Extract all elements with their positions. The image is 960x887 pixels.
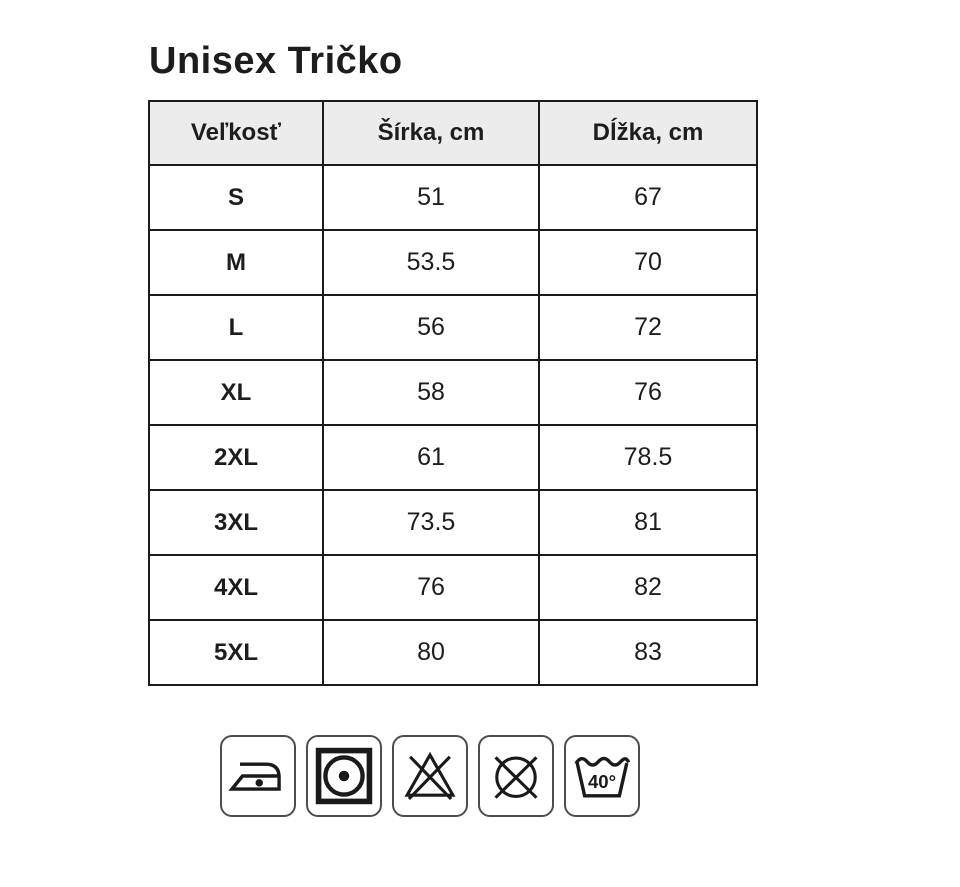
table-row	[149, 555, 757, 620]
table-row	[149, 620, 757, 685]
length-cell: 76	[539, 360, 757, 425]
table-row	[149, 490, 757, 555]
care-icon-box	[478, 735, 554, 817]
size-cell: 4XL	[149, 555, 323, 620]
size-cell: 2XL	[149, 425, 323, 490]
do-not-dry-clean-icon	[485, 744, 547, 808]
length-cell: 83	[539, 620, 757, 685]
size-cell: 5XL	[149, 620, 323, 685]
width-cell: 73.5	[323, 490, 539, 555]
length-cell: 67	[539, 165, 757, 230]
wash-40-icon	[571, 744, 633, 808]
width-cell: 56	[323, 295, 539, 360]
care-icon-box	[392, 735, 468, 817]
size-cell: M	[149, 230, 323, 295]
header-row	[149, 101, 757, 165]
col-header-width: Šírka, cm	[323, 101, 539, 165]
iron-low-icon	[227, 744, 289, 808]
length-cell: 81	[539, 490, 757, 555]
width-cell: 76	[323, 555, 539, 620]
col-header-size: Veľkosť	[149, 101, 323, 165]
size-cell: S	[149, 165, 323, 230]
width-cell: 80	[323, 620, 539, 685]
width-cell: 58	[323, 360, 539, 425]
table-row	[149, 425, 757, 490]
size-cell: XL	[149, 360, 323, 425]
size-chart-table	[148, 100, 758, 686]
page-title: Unisex Tričko	[149, 40, 403, 82]
care-icon-box	[564, 735, 640, 817]
care-icon-box	[220, 735, 296, 817]
width-cell: 53.5	[323, 230, 539, 295]
tumble-dry-icon	[313, 744, 375, 808]
care-instructions-row	[220, 735, 640, 817]
care-icon-box	[306, 735, 382, 817]
do-not-bleach-icon	[399, 744, 461, 808]
col-header-length: Dĺžka, cm	[539, 101, 757, 165]
length-cell: 70	[539, 230, 757, 295]
table-row	[149, 360, 757, 425]
length-cell: 72	[539, 295, 757, 360]
table-row	[149, 230, 757, 295]
width-cell: 51	[323, 165, 539, 230]
size-cell: L	[149, 295, 323, 360]
table-row	[149, 165, 757, 230]
table-row	[149, 295, 757, 360]
length-cell: 82	[539, 555, 757, 620]
size-cell: 3XL	[149, 490, 323, 555]
length-cell: 78.5	[539, 425, 757, 490]
width-cell: 61	[323, 425, 539, 490]
wash-temp-label: 40°	[587, 770, 617, 792]
